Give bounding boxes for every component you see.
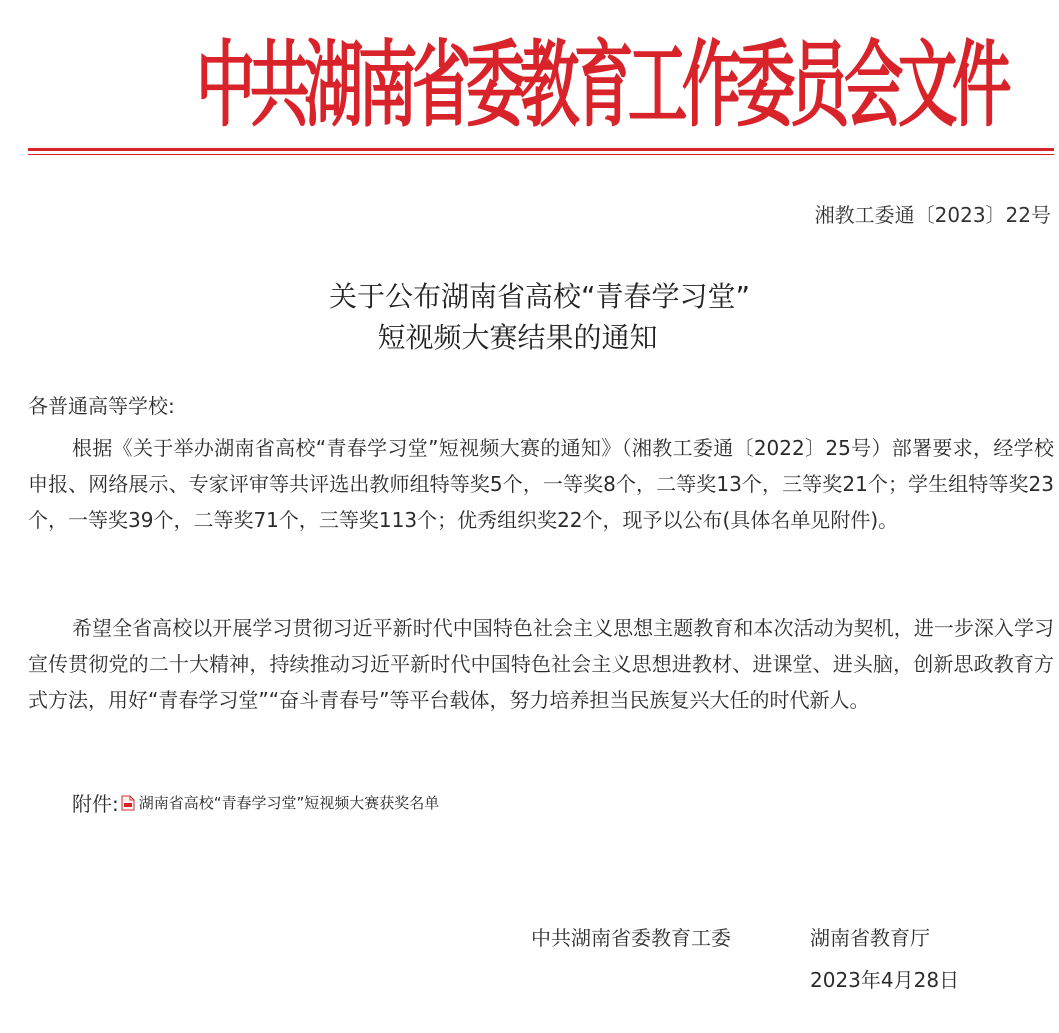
notice-title-line2: 短视频大赛结果的通知 <box>377 321 658 354</box>
salutation: 各普通高等学校: <box>28 394 175 418</box>
document-masthead <box>28 8 1028 143</box>
attachment-label: 附件: <box>72 792 119 816</box>
signature-date: 2023年4月28日 <box>810 968 960 992</box>
file-attachment-icon <box>121 795 135 811</box>
masthead-title: 中共湖南省委教育工作委员会文件 <box>196 29 1006 141</box>
red-divider-thin <box>28 154 1054 155</box>
notice-title-line1: 关于公布湖南省高校“青春学习堂” <box>328 280 750 313</box>
signature-org-2: 湖南省教育厅 <box>810 926 930 950</box>
attachment-link[interactable]: 湖南省高校“青春学习堂”短视频大赛获奖名单 <box>138 794 440 812</box>
body-paragraph-2: 希望全省高校以开展学习贯彻习近平新时代中国特色社会主义思想主题教育和本次活动为契机，进一步深入学习宣传贯彻党的二十大精神，持续推动习近平新时代中国特色社会主义思想进教材、进课堂、进头脑，创新思政教育方式方法，用好“青春学习堂”“奋斗青春号”等平台载体，努力培养担当民族复兴大任的时代新人。 <box>28 616 1054 712</box>
body-paragraph-1: 根据《关于举办湖南省高校“青春学习堂”短视频大赛的通知》（湘教工委通〔2022〕25号）部署要求，经学校申报、网络展示、专家评审等共评选出教师组特等奖5个，一等奖8个，二等奖13个，三等奖21个；学生组特等奖23个，一等奖39个，二等奖71个，三等奖113个；优秀组织奖22个，现予以公布(具体名单见附件)。 <box>28 436 1054 532</box>
document-number: 湘教工委通〔2023〕22号 <box>814 203 1051 227</box>
red-divider-thick <box>28 148 1054 151</box>
signature-org-1: 中共湖南省委教育工委 <box>531 926 731 950</box>
attachment-row <box>72 788 439 817</box>
